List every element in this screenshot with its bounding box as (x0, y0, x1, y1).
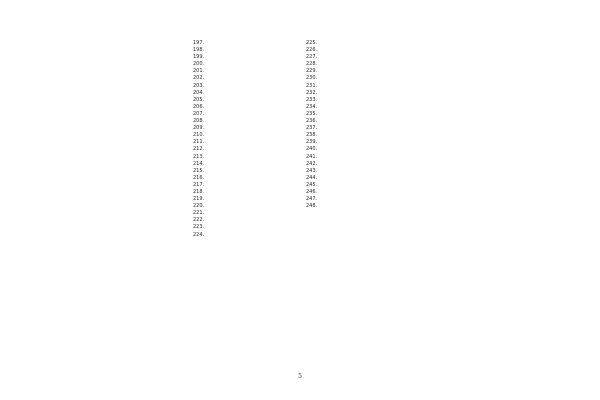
list-item (193, 182, 305, 189)
list-item (306, 125, 418, 132)
entry-number: 239. (306, 139, 318, 146)
list-item (193, 139, 305, 146)
list-item (193, 175, 305, 182)
entry-number: 208. (193, 118, 205, 125)
entry-number: 235. (306, 110, 318, 117)
list-item (193, 54, 305, 61)
entry-number: 230. (306, 75, 318, 82)
list-item (193, 125, 305, 132)
list-item (306, 61, 418, 68)
list-item (306, 189, 418, 196)
list-item (306, 182, 418, 189)
list-item (193, 83, 305, 90)
list-item (193, 47, 305, 54)
entry-number: 232. (306, 89, 318, 96)
list-item (306, 40, 418, 47)
entry-number: 234. (306, 103, 318, 110)
entry-number: 197. (193, 40, 205, 46)
right-column (306, 40, 418, 210)
entry-number: 221. (193, 210, 205, 217)
list-item (193, 196, 305, 203)
list-item (193, 118, 305, 125)
list-item (306, 75, 418, 82)
entry-number: 242. (306, 160, 318, 167)
list-item (193, 75, 305, 82)
entry-number: 207. (193, 110, 205, 117)
entry-number: 238. (306, 132, 318, 139)
entry-number: 236. (306, 118, 318, 125)
list-item (193, 97, 305, 104)
list-item (193, 161, 305, 168)
list-item (193, 146, 305, 153)
page-number: 5 (298, 373, 302, 380)
entry-number: 209. (193, 125, 205, 132)
entry-number: 204. (193, 89, 205, 96)
list-item (193, 40, 305, 47)
entry-number: 222. (193, 217, 205, 224)
entry-number: 248. (306, 203, 318, 210)
list-item (193, 132, 305, 139)
entry-number: 218. (193, 188, 205, 195)
list-item (193, 217, 305, 224)
entry-number: 202. (193, 75, 205, 82)
left-column (193, 40, 305, 239)
list-item (306, 68, 418, 75)
entry-number: 227. (306, 54, 318, 61)
entry-number: 241. (306, 153, 318, 160)
entry-number: 201. (193, 68, 205, 75)
entry-number: 205. (193, 96, 205, 103)
list-item (193, 189, 305, 196)
entry-number: 244. (306, 174, 318, 181)
entry-number: 219. (193, 196, 205, 203)
list-item (306, 111, 418, 118)
entry-number: 220. (193, 203, 205, 210)
entry-number: 228. (306, 61, 318, 68)
entry-number: 245. (306, 181, 318, 188)
list-item (193, 203, 305, 210)
entry-number: 215. (193, 167, 205, 174)
entry-number: 200. (193, 61, 205, 68)
list-item (306, 83, 418, 90)
entry-number: 206. (193, 103, 205, 110)
list-item (306, 104, 418, 111)
entry-number: 240. (306, 146, 318, 153)
list-item (306, 196, 418, 203)
list-item (193, 232, 305, 239)
entry-number: 216. (193, 174, 205, 181)
entry-number: 247. (306, 196, 318, 203)
entry-number: 229. (306, 68, 318, 75)
list-item (193, 154, 305, 161)
entry-number: 224. (193, 231, 205, 238)
entry-number: 225. (306, 40, 318, 46)
entry-number: 217. (193, 181, 205, 188)
list-item (306, 203, 418, 210)
entry-number: 214. (193, 160, 205, 167)
list-item (306, 175, 418, 182)
list-item (193, 168, 305, 175)
list-item (193, 90, 305, 97)
list-item (306, 154, 418, 161)
list-item (306, 139, 418, 146)
list-item (193, 224, 305, 231)
list-item (306, 132, 418, 139)
entry-number: 199. (193, 54, 205, 61)
entry-number: 203. (193, 82, 205, 89)
entry-number: 213. (193, 153, 205, 160)
entry-number: 246. (306, 188, 318, 195)
list-item (306, 47, 418, 54)
list-item (193, 104, 305, 111)
list-item (193, 210, 305, 217)
entry-number: 210. (193, 132, 205, 139)
list-item (193, 111, 305, 118)
list-item (306, 168, 418, 175)
list-item (193, 68, 305, 75)
entry-number: 237. (306, 125, 318, 132)
list-item (306, 118, 418, 125)
list-item (306, 146, 418, 153)
list-item (193, 61, 305, 68)
entry-number: 233. (306, 96, 318, 103)
entry-number: 223. (193, 224, 205, 231)
list-item (306, 161, 418, 168)
list-item (306, 90, 418, 97)
entry-number: 198. (193, 47, 205, 54)
entry-number: 231. (306, 82, 318, 89)
entry-number: 212. (193, 146, 205, 153)
list-item (306, 54, 418, 61)
entry-number: 211. (193, 139, 205, 146)
entry-number: 243. (306, 167, 318, 174)
list-item (306, 97, 418, 104)
entry-number: 226. (306, 47, 318, 54)
